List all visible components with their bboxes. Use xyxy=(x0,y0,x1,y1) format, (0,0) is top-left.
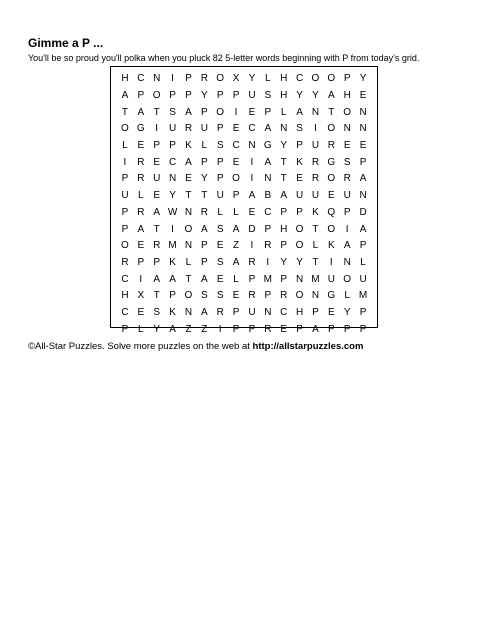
grid-letter: Y xyxy=(359,73,367,85)
grid-letter: P xyxy=(296,323,303,335)
grid-row xyxy=(117,188,371,205)
grid-letter: P xyxy=(169,140,176,152)
grid-row xyxy=(117,154,371,171)
grid-letter: R xyxy=(200,73,208,85)
grid-letter: O xyxy=(184,290,193,302)
grid-letter: G xyxy=(327,156,336,168)
grid-letter: N xyxy=(343,123,351,135)
grid-letter: K xyxy=(185,140,192,152)
grid-letter: T xyxy=(280,173,287,185)
grid-letter: A xyxy=(121,90,129,102)
grid-letter: N xyxy=(184,240,193,252)
puzzle-instructions: You'll be so proud you'll polka when you pluck 82 5-letter words beginning with P from today's grid. xyxy=(28,53,420,63)
grid-row xyxy=(117,171,371,188)
grid-letter: U xyxy=(121,190,129,202)
grid-letter: L xyxy=(138,190,144,202)
grid-letter: S xyxy=(216,290,224,302)
grid-letter: D xyxy=(248,223,256,235)
grid-letter: Z xyxy=(201,323,208,335)
grid-letter: O xyxy=(121,123,129,135)
grid-letter: N xyxy=(343,256,351,268)
grid-letter: O xyxy=(327,223,336,235)
grid-letter: P xyxy=(343,206,351,218)
grid-letter: N xyxy=(359,106,367,118)
grid-letter: I xyxy=(171,223,174,235)
grid-letter: P xyxy=(137,90,145,102)
grid-letter: P xyxy=(121,323,129,335)
grid-letter: O xyxy=(327,173,336,185)
grid-letter: A xyxy=(137,223,145,235)
grid-letter: O xyxy=(232,173,240,185)
grid-letter: P xyxy=(343,323,351,335)
grid-letter: A xyxy=(200,223,208,235)
grid-letter: L xyxy=(217,206,223,218)
grid-letter: G xyxy=(136,123,145,135)
grid-letter: T xyxy=(280,156,287,168)
grid-letter: U xyxy=(343,190,351,202)
grid-letter: Y xyxy=(296,256,303,268)
grid-letter: O xyxy=(216,73,225,85)
grid-letter: E xyxy=(137,306,145,318)
grid-letter: S xyxy=(216,140,224,152)
grid-letter: S xyxy=(216,223,224,235)
grid-letter: N xyxy=(359,123,367,135)
grid-letter: H xyxy=(280,73,288,85)
grid-letter: P xyxy=(264,290,272,302)
grid-letter: P xyxy=(296,140,303,152)
grid-letter: R xyxy=(248,256,256,268)
grid-letter: U xyxy=(248,90,256,102)
grid-letter: P xyxy=(153,140,161,152)
grid-letter: D xyxy=(359,206,367,218)
grid-letter: U xyxy=(359,273,367,285)
grid-letter: O xyxy=(343,273,352,285)
grid-letter: R xyxy=(121,256,129,268)
grid-letter: S xyxy=(296,123,303,135)
grid-letter: L xyxy=(344,290,350,302)
grid-letter: P xyxy=(232,190,240,202)
grid-letter: Y xyxy=(153,323,161,335)
grid-letter: H xyxy=(121,73,129,85)
grid-letter: E xyxy=(359,90,367,102)
grid-letter: T xyxy=(201,190,208,202)
grid-letter: Y xyxy=(280,140,288,152)
grid-letter: A xyxy=(153,273,161,285)
grid-letter: O xyxy=(295,223,304,235)
grid-letter: Q xyxy=(327,206,336,218)
grid-letter: E xyxy=(343,140,351,152)
grid-letter: N xyxy=(295,273,304,285)
grid-letter: A xyxy=(169,323,176,335)
grid-letter: K xyxy=(169,256,176,268)
grid-letter: E xyxy=(153,156,161,168)
grid-letter: I xyxy=(250,240,254,252)
grid-letter: N xyxy=(153,73,161,85)
grid-letter: E xyxy=(232,123,240,135)
grid-letter: U xyxy=(153,173,161,185)
grid-letter: C xyxy=(295,73,304,85)
grid-letter: X xyxy=(232,73,240,85)
grid-letter: P xyxy=(121,173,129,185)
grid-letter: I xyxy=(266,256,270,268)
grid-letter: I xyxy=(218,323,222,335)
grid-letter: B xyxy=(264,190,272,202)
grid-letter: L xyxy=(122,140,128,152)
grid-letter: U xyxy=(311,190,320,202)
grid-letter: R xyxy=(264,240,272,252)
grid-letter: N xyxy=(168,173,177,185)
grid-letter: A xyxy=(200,306,208,318)
grid-letter: T xyxy=(185,273,192,285)
grid-letter: P xyxy=(169,90,176,102)
grid-letter: P xyxy=(200,240,208,252)
grid-letter: R xyxy=(184,123,193,135)
grid-letter: U xyxy=(295,190,304,202)
grid-letter: E xyxy=(185,173,192,185)
grid-letter: A xyxy=(137,106,145,118)
grid-letter: K xyxy=(327,240,335,252)
grid-letter: P xyxy=(248,273,256,285)
grid-letter: A xyxy=(280,190,288,202)
grid-letter: C xyxy=(248,123,256,135)
grid-letter: R xyxy=(200,206,208,218)
grid-letter: P xyxy=(200,256,208,268)
grid-letter: N xyxy=(264,306,272,318)
grid-letter: T xyxy=(153,290,160,302)
grid-letter: P xyxy=(200,106,208,118)
grid-letter: I xyxy=(123,156,127,168)
grid-letter: Y xyxy=(200,90,208,102)
grid-letter: C xyxy=(280,306,288,318)
grid-letter: A xyxy=(264,123,272,135)
grid-letter: E xyxy=(216,240,224,252)
grid-letter: A xyxy=(185,106,192,118)
grid-letter: R xyxy=(137,206,145,218)
grid-letter: E xyxy=(296,173,303,185)
grid-letter: C xyxy=(168,156,177,168)
grid-letter: G xyxy=(263,140,272,152)
grid-letter: T xyxy=(185,190,192,202)
grid-letter: O xyxy=(121,240,129,252)
grid-letter: S xyxy=(264,90,272,102)
grid-row xyxy=(117,238,371,255)
grid-letter: T xyxy=(121,106,128,118)
grid-letter: A xyxy=(359,223,367,235)
grid-letter: P xyxy=(343,73,351,85)
grid-row xyxy=(117,88,371,105)
grid-letter: G xyxy=(327,290,336,302)
grid-letter: E xyxy=(248,106,256,118)
grid-letter: M xyxy=(263,273,272,285)
grid-letter: R xyxy=(327,140,335,152)
grid-letter: S xyxy=(343,156,351,168)
grid-row xyxy=(117,288,371,305)
grid-letter: P xyxy=(359,306,367,318)
grid-letter: A xyxy=(200,273,208,285)
grid-letter: X xyxy=(137,290,145,302)
grid-letter: Y xyxy=(343,306,351,318)
footer-link[interactable]: http://allstarpuzzles.com xyxy=(252,341,364,352)
grid-letter: E xyxy=(232,156,240,168)
grid-letter: U xyxy=(248,306,256,318)
grid-letter: R xyxy=(343,173,351,185)
grid-letter: P xyxy=(327,323,335,335)
grid-letter: I xyxy=(155,123,159,135)
grid-letter: R xyxy=(248,290,256,302)
grid-letter: P xyxy=(312,306,319,318)
grid-letter: T xyxy=(153,106,160,118)
grid-letter: E xyxy=(153,190,161,202)
grid-letter: R xyxy=(137,156,145,168)
grid-letter: Y xyxy=(280,256,288,268)
grid-letter: Z xyxy=(233,240,240,252)
grid-letter: K xyxy=(169,306,176,318)
grid-letter: R xyxy=(153,240,161,252)
grid-letter: E xyxy=(359,140,367,152)
grid-row xyxy=(117,121,371,138)
grid-letter: I xyxy=(250,173,254,185)
grid-letter: P xyxy=(121,223,129,235)
grid-letter: N xyxy=(248,140,256,152)
grid-letter: P xyxy=(216,90,224,102)
grid-letter: L xyxy=(185,256,192,268)
grid-letter: E xyxy=(137,240,145,252)
grid-row xyxy=(117,305,371,322)
grid-letter: I xyxy=(345,223,349,235)
grid-letter: M xyxy=(358,290,368,302)
grid-letter: L xyxy=(138,323,144,335)
grid-letter: A xyxy=(185,156,192,168)
grid-letter: P xyxy=(232,90,240,102)
grid-letter: L xyxy=(312,240,319,252)
grid-letter: R xyxy=(216,306,224,318)
grid-letter: Z xyxy=(185,323,192,335)
grid-letter: C xyxy=(232,140,240,152)
grid-row xyxy=(117,205,371,222)
grid-letter: I xyxy=(314,123,317,135)
grid-letter: U xyxy=(311,140,320,152)
grid-letter: O xyxy=(152,90,161,102)
grid-letter: P xyxy=(216,123,224,135)
grid-letter: P xyxy=(169,290,176,302)
grid-letter: R xyxy=(311,156,320,168)
grid-letter: H xyxy=(343,90,351,102)
grid-letter: Y xyxy=(248,73,256,85)
grid-letter: N xyxy=(280,123,288,135)
grid-letter: L xyxy=(360,256,366,268)
grid-letter: L xyxy=(265,73,271,85)
grid-letter: P xyxy=(200,156,208,168)
grid-letter: R xyxy=(311,173,320,185)
grid-letter: N xyxy=(184,206,193,218)
grid-letter: O xyxy=(295,290,304,302)
grid-row xyxy=(117,221,371,238)
grid-letter: A xyxy=(169,273,176,285)
grid-letter: P xyxy=(153,256,161,268)
grid-letter: P xyxy=(216,173,224,185)
grid-letter: E xyxy=(232,290,240,302)
grid-letter: L xyxy=(280,106,287,118)
grid-letter: I xyxy=(171,73,174,85)
grid-letter: A xyxy=(327,90,335,102)
grid-letter: M xyxy=(168,240,177,252)
grid-letter: L xyxy=(201,140,208,152)
grid-letter: E xyxy=(327,306,335,318)
grid-letter: O xyxy=(327,73,336,85)
grid-row xyxy=(117,71,371,88)
grid-letter: P xyxy=(232,306,240,318)
grid-letter: N xyxy=(359,190,367,202)
grid-letter: I xyxy=(250,156,254,168)
grid-letter: H xyxy=(280,90,288,102)
grid-letter: U xyxy=(168,123,177,135)
grid-letter: Y xyxy=(200,173,208,185)
grid-letter: T xyxy=(312,256,319,268)
grid-row xyxy=(117,271,371,288)
grid-letter: P xyxy=(264,223,272,235)
grid-letter: T xyxy=(312,223,319,235)
grid-letter: T xyxy=(153,223,160,235)
grid-letter: A xyxy=(296,106,303,118)
grid-letter: C xyxy=(121,306,129,318)
grid-letter: A xyxy=(312,323,319,335)
grid-letter: H xyxy=(280,223,288,235)
grid-letter: M xyxy=(311,273,320,285)
grid-letter: U xyxy=(327,273,335,285)
grid-letter: N xyxy=(311,106,320,118)
grid-letter: C xyxy=(137,73,145,85)
grid-letter: P xyxy=(185,90,192,102)
grid-letter: C xyxy=(264,206,272,218)
grid-letter: O xyxy=(216,106,225,118)
grid-letter: A xyxy=(232,256,240,268)
grid-letter: C xyxy=(121,273,129,285)
grid-letter: S xyxy=(216,256,224,268)
grid-letter: N xyxy=(184,306,193,318)
grid-letter: S xyxy=(169,106,176,118)
grid-letter: P xyxy=(185,73,192,85)
footer-text: ©All-Star Puzzles. Solve more puzzles on the web at xyxy=(28,341,253,352)
grid-row xyxy=(117,321,371,338)
grid-letter: O xyxy=(184,223,193,235)
footer-credit xyxy=(28,341,363,352)
grid-letter: O xyxy=(343,106,352,118)
grid-letter: I xyxy=(234,106,238,118)
grid-row xyxy=(117,255,371,272)
grid-letter: U xyxy=(216,190,224,202)
grid-letter: E xyxy=(248,206,256,218)
grid-letter: P xyxy=(280,273,288,285)
grid-letter: A xyxy=(359,173,367,185)
grid-letter: Y xyxy=(312,90,319,102)
grid-letter: A xyxy=(264,156,272,168)
grid-letter: N xyxy=(264,173,272,185)
grid-letter: E xyxy=(327,190,335,202)
grid-letter: Y xyxy=(169,190,176,202)
grid-letter: I xyxy=(139,273,143,285)
grid-letter: P xyxy=(137,256,145,268)
grid-letter: S xyxy=(200,290,208,302)
grid-letter: P xyxy=(232,323,240,335)
grid-letter: P xyxy=(248,323,256,335)
grid-letter: N xyxy=(311,290,320,302)
grid-letter: Y xyxy=(296,90,303,102)
grid-letter: S xyxy=(153,306,161,318)
grid-letter: P xyxy=(359,240,367,252)
grid-row xyxy=(117,104,371,121)
grid-letter: P xyxy=(264,106,272,118)
grid-letter: L xyxy=(233,206,239,218)
grid-letter: R xyxy=(280,290,288,302)
grid-letter: A xyxy=(248,190,256,202)
grid-letter: P xyxy=(296,206,303,218)
word-search-grid xyxy=(110,66,378,335)
grid-letter: E xyxy=(216,273,224,285)
grid-letter: O xyxy=(311,73,320,85)
grid-letter: A xyxy=(232,223,240,235)
grid-letter: K xyxy=(312,206,319,218)
grid-letter: T xyxy=(328,106,335,118)
grid-letter: E xyxy=(280,323,288,335)
grid-letter: P xyxy=(280,206,288,218)
grid-letter: E xyxy=(137,140,145,152)
grid-letter: R xyxy=(137,173,145,185)
grid-letter: A xyxy=(153,206,161,218)
grid-letter: I xyxy=(329,256,333,268)
grid-letter: P xyxy=(359,156,367,168)
grid-letter: R xyxy=(264,323,272,335)
grid-row xyxy=(117,138,371,155)
grid-letter: O xyxy=(295,240,304,252)
grid-letter: O xyxy=(327,123,336,135)
grid-letter: H xyxy=(295,306,304,318)
grid-letter: A xyxy=(343,240,351,252)
grid-letter: K xyxy=(296,156,303,168)
grid-letter: H xyxy=(121,290,129,302)
grid-letter: W xyxy=(167,206,178,218)
grid-letter: P xyxy=(359,323,367,335)
grid-letter: P xyxy=(216,156,224,168)
grid-letter: P xyxy=(121,206,129,218)
puzzle-title: Gimme a P ... xyxy=(28,36,104,50)
grid-letter: U xyxy=(200,123,208,135)
grid-letter: P xyxy=(280,240,288,252)
grid-letter: L xyxy=(233,273,239,285)
